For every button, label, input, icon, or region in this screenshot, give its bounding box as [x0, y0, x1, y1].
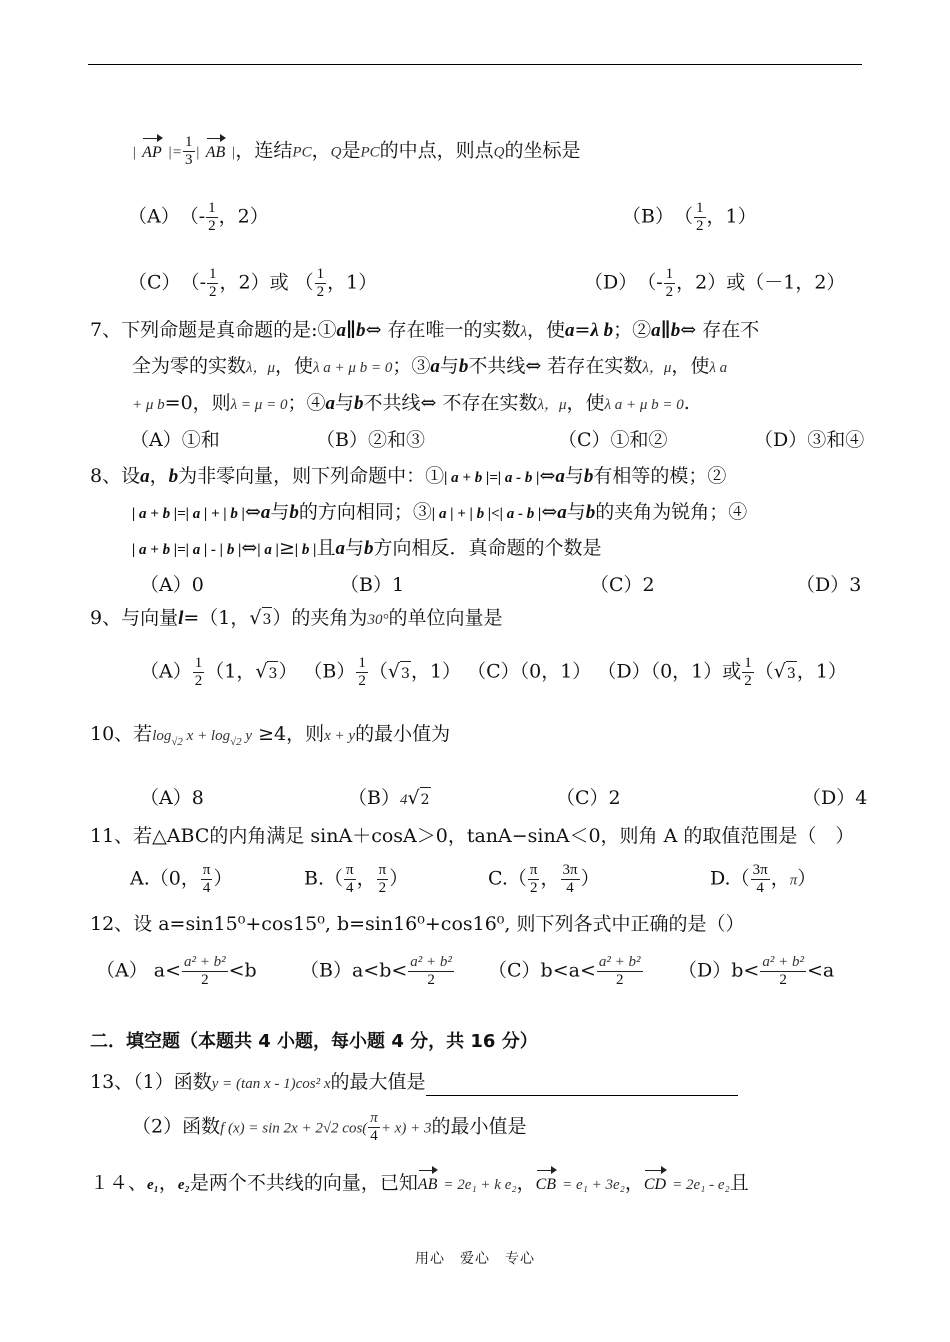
q12-option-a: （A） a< $\frac{\text{a² + b²}}{2}$ <b — [96, 954, 257, 988]
q12-stem: 12、设 a=sin15⁰+cos15⁰, b=sin16⁰+cos16⁰, 则下列各式中正确的是（） — [90, 913, 745, 935]
q7-line1: 7、下列命题是真命题的是:①a∥b⇔ 存在唯一的实数λ，使a=λ b；②a∥b⇔ 存在不 — [90, 319, 760, 341]
q13-line2: （2）函数f (x) = sin 2x + 2√2 cos( $\frac{\pi}{4}$ + x) + 3的最小值是 — [132, 1110, 527, 1144]
q8-line1: 8、设a，b为非零向量，则下列命题中：①| a + b |=| a - b |⇔a与b有相等的模；② — [90, 465, 727, 487]
answer-blank[interactable] — [426, 1077, 738, 1096]
q14-line: １４、e₁，e₂是两个不共线的向量，已知AB = 2e₁ + k e₂，CB = e₁ + 3e₂，CD = 2e₁ - e₂且 — [90, 1171, 749, 1197]
q11-option-d: D.（ $\frac{3\pi}{4}$ ，π） — [710, 862, 817, 896]
q9-stem: 9、与向量l=（1，√3）的夹角为30°的单位向量是 — [90, 606, 502, 632]
vector-ab: AB — [418, 1173, 438, 1197]
q7-line2: 全为零的实数λ，μ，使λ a + μ b = 0；③a与b不共线⇔ 若存在实数λ，μ，使λ a — [132, 355, 728, 377]
page-footer: 用心 爱心 专心 — [415, 1251, 535, 1267]
q8-line3: | a + b |=| a | - | b |⇔| a |≥| b |且a与b方向相反．真命题的个数是 — [132, 537, 602, 559]
q11-option-b: B.（ $\frac{\pi}{4}$ ， $\frac{\pi}{2}$ ） — [304, 862, 409, 896]
q10-option-a: （A）8 — [140, 787, 204, 809]
q7-option-c: （C）①和② — [558, 429, 668, 451]
header-rule — [88, 64, 862, 65]
q6-option-c: （C） （- $\frac{1}{2}$ ，2）或 （ $\frac{1}{2}$ ，1） — [128, 266, 378, 300]
q13-line1: 13、（1）函数y = (tan x - 1)cos² x的最大值是 — [90, 1070, 738, 1096]
q8-option-a: （A）0 — [140, 574, 204, 596]
q7-line3: + μ b=0，则λ = μ = 0；④a与b不共线⇔ 不存在实数λ，μ，使λ a + μ b = 0. — [132, 392, 690, 414]
q6-stem: | AP |= $\frac{1}{3}$ | AB |，连结PC，Q是PC的中点，则点Q的坐标是 — [132, 134, 581, 168]
q7-option-b: （B）②和③ — [316, 429, 425, 451]
q6-option-d: （D） （- $\frac{1}{2}$ ，2）或（－1，2） — [584, 266, 846, 300]
fraction: $\frac{1}{3}$ — [185, 134, 193, 168]
q10-option-d: （D）4 — [802, 787, 868, 809]
q8-option-b: （B）1 — [340, 574, 405, 596]
q8-option-c: （C）2 — [590, 574, 655, 596]
q8-line2: | a + b |=| a | + | b |⇔a与b的方向相同；③| a | + | b |<| a - b |⇔a与b的夹角为锐角；④ — [132, 501, 748, 523]
q9-options: （A） $\frac{1}{2}$ （1，√3） （B） $\frac{1}{2}$ （√3，1） （C）（0，1） （D）（0，1）或 $\frac{1}{2}$ （√3，1） — [140, 655, 847, 689]
q10-option-c: （C）2 — [556, 787, 621, 809]
q7-option-d: （D）③和④ — [754, 429, 865, 451]
vector-ab: AB — [206, 141, 226, 165]
vector-cd: CD — [644, 1173, 666, 1197]
q10-option-b: （B）4√2 — [348, 786, 431, 812]
vector-cb: CB — [536, 1173, 556, 1197]
q12-option-b: （B）a<b< $\frac{\text{a² + b²}}{2}$ — [300, 954, 452, 988]
q12-option-d: （D）b< $\frac{\text{a² + b²}}{2}$ <a — [678, 954, 835, 988]
q11-stem: 11、若△ABC的内角满足 sinA＋cosA＞0，tanA−sinA＜0，则角 A 的取值范围是（ ） — [90, 825, 855, 847]
q8-option-d: （D）3 — [796, 574, 862, 596]
q12-option-c: （C）b<a< $\frac{\text{a² + b²}}{2}$ — [488, 954, 641, 988]
vector-ap: AP — [142, 141, 162, 165]
q6-option-a: （A） （- $\frac{1}{2}$ ，2） — [128, 200, 269, 234]
q6-option-b: （B） （ $\frac{1}{2}$ ，1） — [622, 200, 757, 234]
q10-stem: 10、若$\log_{√2} x + \log_{√2} y \ge 4$，则x + y的最小值为 — [90, 723, 451, 748]
section-heading: 二．填空题（本题共 4 小题，每小题 4 分，共 16 分） — [90, 1031, 538, 1052]
q11-option-c: C.（ $\frac{\pi}{2}$ ， $\frac{3\pi}{4}$ ） — [488, 862, 600, 896]
q7-option-a: （A）①和 — [130, 429, 220, 451]
q11-option-a: A.（0， $\frac{\pi}{4}$ ） — [130, 862, 233, 896]
